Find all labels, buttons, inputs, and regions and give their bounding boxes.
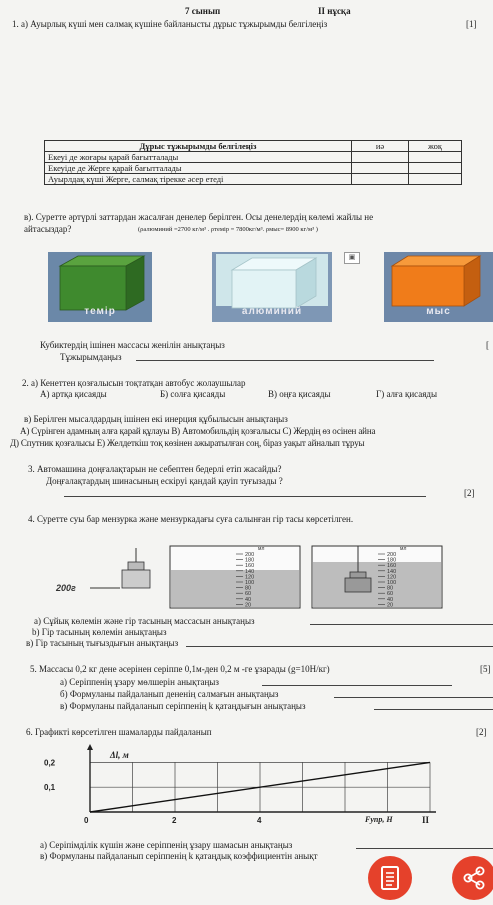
q6a-text: а) Серіпімділік күшін және серіппенің ұзару шамасын анықтаңыз — [40, 840, 293, 850]
q1b-text-1: в). Суретте әртүрлі заттардан жасалған денелер берілген. Осы денелердің көлемі жайлы не — [24, 212, 374, 222]
q4b-text: b) Гір тасының көлемін анықтаңыз — [32, 627, 167, 637]
y-axis-arrow — [87, 744, 93, 750]
answer-line[interactable] — [310, 624, 493, 625]
table-row: Екеуі де жоғары қарай бағытталады — [45, 152, 352, 163]
scale-tick-label: 100 — [245, 580, 255, 586]
scale-tick-label: 80 — [245, 585, 252, 592]
q2a-option-b[interactable]: Б) солға қисаяды — [160, 389, 226, 399]
table-row: Екеуіде де Жерге қарай бағытталады — [45, 163, 352, 174]
scale-tick-label: 40 — [245, 596, 252, 603]
y-axis-label: Δl, м — [110, 750, 129, 760]
y-tick-label: 0,1 — [44, 783, 56, 793]
answer-line[interactable] — [136, 360, 434, 361]
scale-tick-label: 100 — [387, 580, 397, 586]
scale-tick-label: 180 — [245, 557, 255, 564]
scale-tick-label: 140 — [387, 568, 397, 575]
yes-cell[interactable] — [352, 174, 409, 185]
q6-mark: [2] — [476, 727, 487, 737]
scale-tick-label: 180 — [387, 557, 397, 564]
table-header-no: жоқ — [409, 141, 462, 152]
scale-tick-label: 200 — [245, 552, 255, 558]
document-icon — [368, 856, 412, 900]
scale-tick-label: 40 — [387, 596, 394, 603]
weight-mass-label: 200г — [56, 583, 76, 593]
q2a-option-a[interactable]: А) артқа қисаяды — [40, 389, 107, 399]
no-cell[interactable] — [409, 163, 462, 174]
q6b-text: в) Формуланы пайдаланып серіппенің k қатаңдық коэффициентін анықт — [40, 851, 318, 861]
share-button[interactable] — [452, 856, 493, 900]
x-tick-label: 0 — [84, 816, 89, 825]
scale-tick-label: 200 — [387, 552, 397, 558]
scale-tick-label: 120 — [387, 574, 397, 581]
x-tick-label: II — [422, 815, 430, 825]
x-axis-label: Fупр, Н — [365, 815, 393, 824]
scale-tick-label: 60 — [387, 591, 394, 598]
q5a-text: а) Серіппенің ұзару мөлшерін анықтаңыз — [60, 677, 219, 687]
y-tick-label: 0,2 — [44, 758, 56, 768]
table-row: Ауырлдақ күші Жерге, салмақ тірекке әсер етеді — [45, 174, 352, 185]
variant-label: ІІ нұсқа — [318, 6, 351, 16]
scale-tick-label: 20 — [245, 602, 252, 609]
beaker-illustration — [50, 540, 470, 614]
q6-text: 6. Графикті көрсетілген шамаларды пайдаланып — [26, 727, 212, 737]
scale-tick-label: 80 — [387, 585, 394, 592]
share-icon — [452, 856, 493, 900]
answer-line[interactable] — [186, 646, 493, 647]
cube-label-iron: темір — [84, 306, 116, 317]
q1a-text: 1. а) Ауырлық күші мен салмақ күшіне байланысты дұрыс тұжырымды белгілеңіз — [12, 19, 328, 29]
answer-line[interactable] — [334, 697, 493, 698]
scale-tick-label: 60 — [245, 591, 252, 598]
q2b-options-1[interactable]: А) Сүрінген адамның алға қарай құлауы В) Автомобильдің қозғалысы С) Жердің өз осінен айна — [20, 426, 376, 436]
x-tick-label: 4 — [257, 816, 262, 825]
q3-text-1: 3. Автомашина доңғалақтарын не себептен бедерлі етіп жасайды? — [28, 464, 282, 474]
grade-label: 7 сынып — [185, 6, 221, 16]
q1c-text: Кубиктердің ішінен массасы женілін анықтаңыз — [40, 340, 225, 350]
q5-text: 5. Массасы 0,2 кг дене әсерінен серіппе 0,1м-ден 0,2 м -ге ұзарады (g=10Н/кг) — [30, 664, 330, 674]
q2b-options-2[interactable]: Д) Спутник қозғалысы Е) Желдеткіш тоқ көзінен ажыратылған соң, біраз уақыт айналып тұруы — [10, 438, 365, 448]
q4-text: 4. Суретте суы бар мензурка және мензуркадағы суға салынған гір тасы көрсетілген. — [28, 514, 354, 524]
q1c-prompt: Тұжырымдаңыз — [60, 352, 122, 362]
density-values: (ρалюминий =2700 кг/м³ . ρтемір = 7800кг/м³. ρмыс= 8900 кг/м³ ) — [138, 226, 318, 233]
answer-line[interactable] — [262, 685, 452, 686]
answer-line[interactable] — [374, 709, 493, 710]
scale-tick-label: 160 — [387, 563, 397, 570]
x-tick-label: 2 — [172, 816, 177, 825]
scale-tick-label: 160 — [245, 563, 255, 570]
q2a-text: 2. а) Кенеттен қозғалысын тоқтатқан автобус жолаушылар — [22, 378, 246, 388]
cube-label-aluminium: алюминий — [241, 306, 303, 317]
scale-unit-1: мл — [258, 546, 265, 552]
q3-mark: [2] — [464, 488, 475, 498]
image-placeholder-icon: ▣ — [344, 252, 360, 264]
statement-table — [44, 140, 462, 185]
scale-tick-label: 140 — [245, 568, 255, 575]
answer-line[interactable] — [356, 848, 493, 849]
no-cell[interactable] — [409, 174, 462, 185]
table-header-yes: иә — [352, 141, 409, 152]
table-header-statement: Дұрыс тұжырымды белгілеңіз — [45, 141, 352, 152]
scale-tick-label: 20 — [387, 602, 394, 609]
scale-unit-2: мл — [400, 546, 407, 552]
q2a-option-c[interactable]: В) оңға қисаяды — [268, 389, 331, 399]
q3-text-2: Доңғалақтардың шинасының ескіруі қандай қауіп туғызады ? — [46, 476, 283, 486]
q1c-bracket: [ — [486, 340, 489, 350]
no-cell[interactable] — [409, 152, 462, 163]
q2a-option-d[interactable]: Г) алға қисаяды — [376, 389, 438, 399]
spring-graph — [30, 740, 440, 826]
cube-label-copper: мыс — [426, 306, 451, 317]
q4a-text: а) Сұйық көлемін және гір тасының массасын анықтаңыз — [34, 616, 255, 626]
answer-line[interactable] — [64, 496, 426, 497]
q5c-text: в) Формуланы пайдаланып серіппенің k қатаңдығын анықтаңыз — [60, 701, 306, 711]
yes-cell[interactable] — [352, 152, 409, 163]
q5-mark: [5] — [480, 664, 491, 674]
document-button[interactable] — [368, 856, 412, 900]
chart-axes — [87, 744, 436, 812]
q1a-mark: [1] — [466, 19, 477, 29]
q5b-text: б) Формуланы пайдаланып дененің салмағын анықтаңыз — [60, 689, 279, 699]
q1b-text-2: айтасыздар? — [24, 224, 72, 234]
q2b-text: в) Берілген мысалдардың ішінен екі инерция құбылысын анықтаңыз — [24, 414, 288, 424]
yes-cell[interactable] — [352, 163, 409, 174]
q4c-text: в) Гір тасының тығыздығын анықтаңыз — [26, 638, 179, 648]
scale-tick-label: 120 — [245, 574, 255, 581]
